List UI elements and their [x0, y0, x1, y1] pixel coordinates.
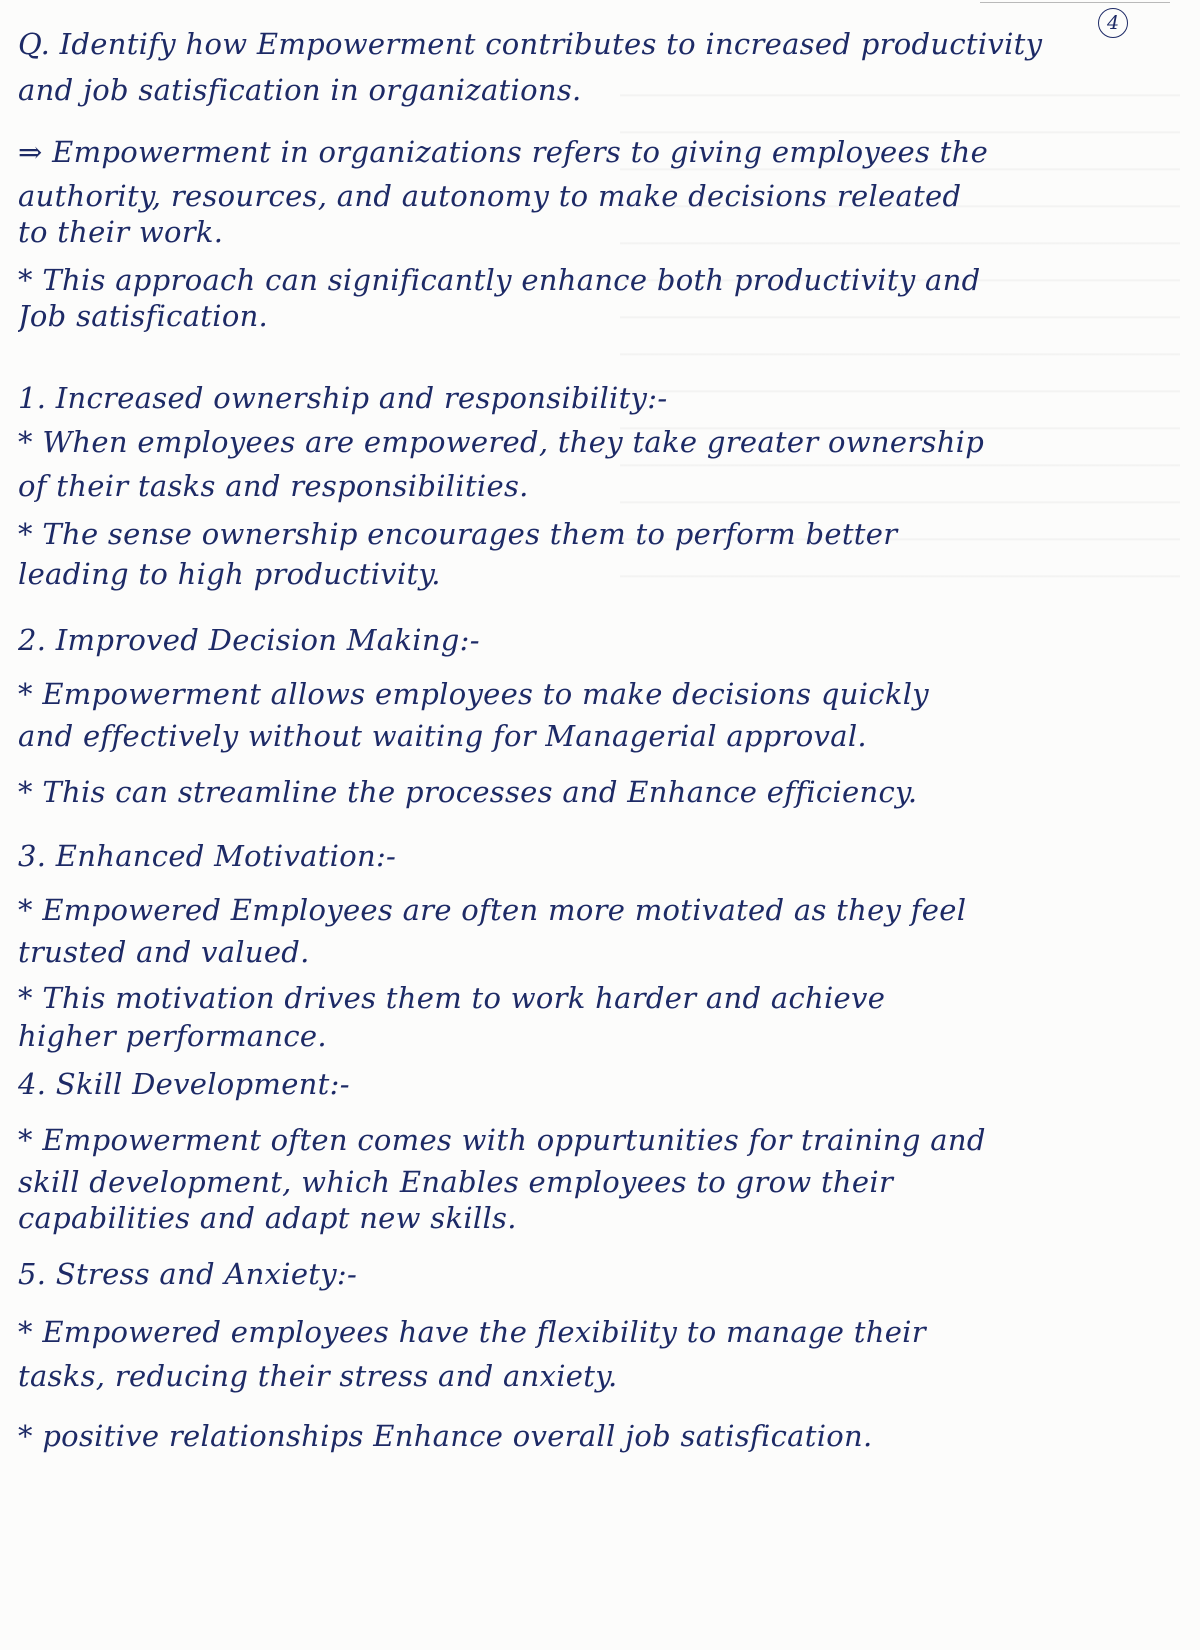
intro-line-2: authority, resources, and autonomy to make decisions releated	[18, 179, 962, 213]
section-4-heading: 4. Skill Development:-	[18, 1067, 350, 1101]
section-2-line-2: and effectively without waiting for Managerial approval.	[18, 719, 867, 753]
section-5-heading: 5. Stress and Anxiety:-	[18, 1257, 358, 1291]
section-1-line-4: leading to high productivity.	[18, 557, 441, 591]
section-2-line-1: * Empowerment allows employees to make decisions quickly	[18, 677, 929, 711]
section-4-line-1: * Empowerment often comes with oppurtunities for training and	[18, 1123, 986, 1157]
intro-line-1: ⇒ Empowerment in organizations refers to giving employees the	[18, 135, 989, 169]
section-1-line-3: * The sense ownership encourages them to perform better	[18, 517, 898, 551]
section-5-line-1: * Empowered employees have the flexibility to manage their	[18, 1315, 926, 1349]
intro-line-4: * This approach can significantly enhance both productivity and	[18, 263, 981, 297]
section-3-line-1: * Empowered Employees are often more motivated as they feel	[18, 893, 967, 927]
section-5-line-3: * positive relationships Enhance overall job satisfication.	[18, 1419, 873, 1453]
top-rule	[980, 2, 1170, 3]
page-number: 4	[1098, 8, 1128, 38]
section-3-line-4: higher performance.	[18, 1019, 327, 1053]
section-4-line-2: skill development, which Enables employees to grow their	[18, 1165, 894, 1199]
section-2-heading: 2. Improved Decision Making:-	[18, 623, 480, 657]
intro-line-5: Job satisfication.	[18, 299, 269, 333]
section-5-line-2: tasks, reducing their stress and anxiety.	[18, 1359, 618, 1393]
section-3-line-3: * This motivation drives them to work harder and achieve	[18, 981, 886, 1015]
section-3-heading: 3. Enhanced Motivation:-	[18, 839, 397, 873]
section-4-line-3: capabilities and adapt new skills.	[18, 1201, 517, 1235]
question-line-1: Q. Identify how Empowerment contributes to increased productivity	[18, 27, 1043, 61]
intro-line-3: to their work.	[18, 215, 224, 249]
section-1-line-2: of their tasks and responsibilities.	[18, 469, 529, 503]
question-line-2: and job satisfication in organizations.	[18, 73, 582, 107]
section-1-line-1: * When employees are empowered, they take greater ownership	[18, 425, 985, 459]
section-2-line-3: * This can streamline the processes and Enhance efficiency.	[18, 775, 918, 809]
section-3-line-2: trusted and valued.	[18, 935, 310, 969]
section-1-heading: 1. Increased ownership and responsibility:-	[18, 381, 668, 415]
